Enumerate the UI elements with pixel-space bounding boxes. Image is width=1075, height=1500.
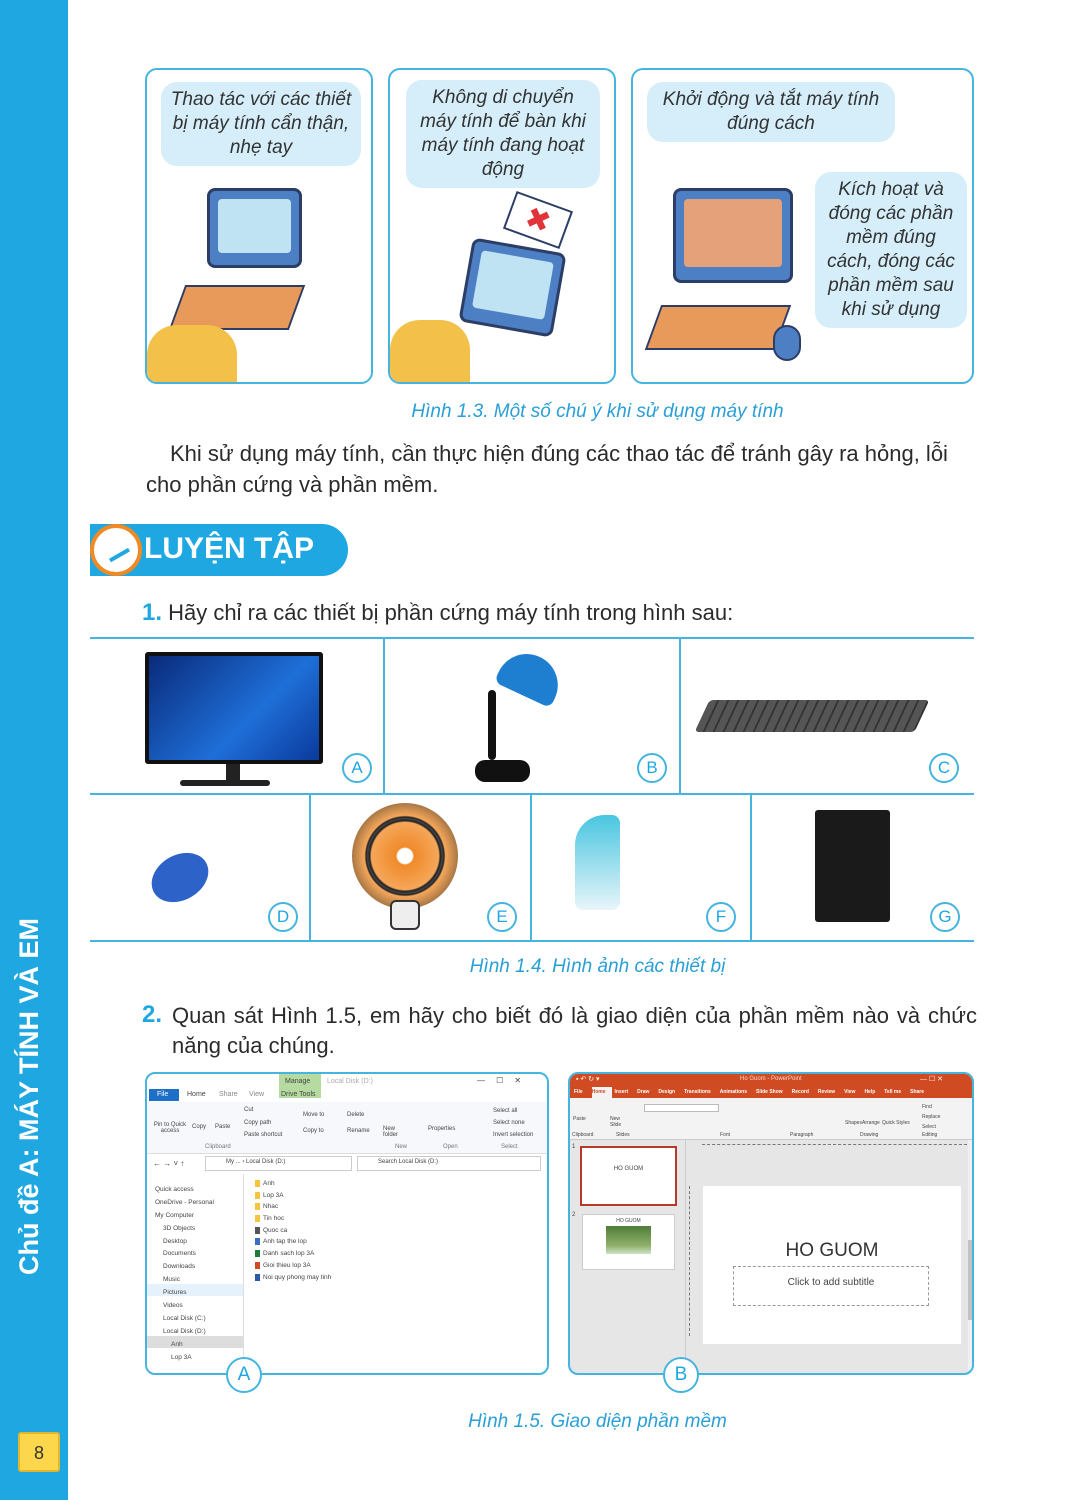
thumb-title: HO GUOM: [613, 1166, 644, 1172]
ribbon-tab[interactable]: Animations: [719, 1089, 747, 1095]
slide-title[interactable]: HO GUOM: [785, 1240, 879, 1261]
tab-file[interactable]: File: [157, 1091, 169, 1098]
slide-thumbnail-2[interactable]: [582, 1214, 675, 1270]
search-placeholder: Search Local Disk (D:): [378, 1159, 439, 1165]
file-name: Anh tap the lop: [263, 1238, 307, 1246]
select-button[interactable]: Select: [922, 1124, 936, 1130]
ribbon-tab[interactable]: Draw: [637, 1089, 650, 1095]
nav-item[interactable]: Quick access: [155, 1186, 194, 1193]
divider: [90, 637, 974, 639]
divider: [90, 793, 974, 795]
tab-drive-tools[interactable]: Drive Tools: [281, 1091, 316, 1098]
window-title: Ho Guom - PowerPoint: [740, 1076, 802, 1082]
file-explorer-window: [145, 1072, 549, 1375]
search-input[interactable]: [357, 1156, 541, 1171]
speech-bubble: Không di chuyển máy tính để bàn khi máy tính đang hoạt động: [406, 80, 600, 188]
window-controls[interactable]: — ☐ ✕: [920, 1076, 944, 1083]
lamp-base: [475, 760, 530, 782]
ribbon-tabs: [574, 1089, 924, 1095]
ribbon-tab[interactable]: File: [574, 1089, 583, 1095]
file-item[interactable]: [255, 1274, 331, 1286]
file-icon: [255, 1227, 260, 1234]
file-name: Nhac: [263, 1203, 279, 1211]
ribbon-tab[interactable]: Insert: [614, 1089, 629, 1095]
file-icon: [255, 1274, 260, 1281]
tab-share[interactable]: Share: [219, 1091, 238, 1098]
pencil-icon: [90, 524, 142, 576]
folder-icon: [255, 1192, 260, 1199]
nav-item[interactable]: Pictures: [163, 1289, 187, 1297]
thumb-title: HO GUOM: [616, 1218, 641, 1224]
nav-item[interactable]: Downloads: [163, 1263, 196, 1271]
group-open: Open: [443, 1144, 458, 1150]
divider: [679, 637, 681, 794]
fan-image: [352, 803, 458, 909]
ribbon-tab[interactable]: Home: [591, 1089, 606, 1095]
chapter-sidebar: [0, 0, 68, 1500]
divider: [90, 940, 974, 942]
ribbon-tab[interactable]: Share: [910, 1089, 925, 1095]
monitor-base: [180, 780, 270, 786]
copy-button[interactable]: Copy: [192, 1124, 207, 1130]
pane-divider: [685, 1140, 686, 1375]
ribbon-tab[interactable]: Record: [791, 1089, 809, 1095]
window-controls[interactable]: — ☐ ✕: [477, 1076, 522, 1085]
nav-arrows[interactable]: ← → ˅ ↑: [153, 1159, 185, 1168]
new-slide-button[interactable]: New Slide: [610, 1116, 622, 1128]
lake-photo: [606, 1226, 651, 1254]
question-number: 2.: [142, 1001, 163, 1028]
speech-bubble: Khởi động và tắt máy tính đúng cách: [647, 82, 895, 142]
label-c: C: [929, 753, 959, 783]
quick-access-toolbar[interactable]: ▪ ↶ ↻ ▾: [576, 1076, 600, 1083]
subtitle-placeholder[interactable]: Click to add subtitle: [733, 1266, 929, 1306]
file-icon: [255, 1250, 260, 1257]
ribbon-tab[interactable]: Transitions: [684, 1089, 711, 1095]
practice-title: LUYỆN TẬP: [144, 532, 315, 565]
question-number: 1.: [142, 599, 163, 626]
divider: [383, 637, 385, 794]
nav-item[interactable]: Desktop: [163, 1237, 187, 1245]
slide-canvas[interactable]: [703, 1186, 961, 1344]
file-item[interactable]: [255, 1180, 331, 1192]
chapter-title: Chủ đề A: MÁY TÍNH VÀ EM: [14, 918, 44, 1275]
comic-panel-3: [631, 68, 974, 384]
file-icon: [255, 1238, 260, 1245]
question-text: Quan sát Hình 1.5, em hãy cho biết đó là giao diện của phần mềm nào và chức năng của chúng.: [172, 1003, 977, 1058]
shapes-button[interactable]: Shapes: [845, 1120, 862, 1126]
slide-number: 1: [572, 1144, 576, 1150]
ribbon-tab[interactable]: Design: [658, 1089, 676, 1095]
ribbon-group-label: Paragraph: [790, 1132, 814, 1138]
file-item[interactable]: [255, 1262, 331, 1274]
tab-home[interactable]: Home: [187, 1091, 206, 1098]
keyboard-image: [695, 700, 930, 732]
label-a: A: [342, 753, 372, 783]
file-name: Danh sach lop 3A: [263, 1250, 315, 1258]
file-name: Anh: [263, 1180, 275, 1188]
group-select: Select: [501, 1144, 518, 1150]
address-bar[interactable]: [205, 1156, 352, 1171]
invert-selection-button[interactable]: Invert selection: [493, 1132, 534, 1138]
group-new: New: [395, 1144, 408, 1150]
arrange-button[interactable]: Arrange: [862, 1120, 880, 1126]
nav-item[interactable]: Anh: [171, 1340, 183, 1348]
fan-base: [390, 900, 420, 930]
divider: [750, 793, 752, 941]
question-1: [142, 598, 733, 628]
file-item[interactable]: [255, 1192, 331, 1204]
figure-caption: Hình 1.5. Giao diện phần mềm: [468, 1411, 727, 1432]
ribbon-group-label: Drawing: [860, 1132, 879, 1138]
window-title: Local Disk (D:): [327, 1078, 373, 1085]
powerpoint-window: [568, 1072, 974, 1375]
nav-item[interactable]: My Computer: [155, 1211, 195, 1219]
file-name: Tin hoc: [263, 1215, 285, 1223]
ribbon-tab[interactable]: Review: [817, 1089, 836, 1095]
address-path: My ... › Local Disk (D:): [226, 1159, 286, 1165]
ribbon-group-label: Font: [720, 1132, 731, 1138]
group-clipboard: Clipboard: [205, 1144, 231, 1150]
speech-bubble: Thao tác với các thiết bị máy tính cẩn thận, nhẹ tay: [161, 82, 361, 166]
file-item[interactable]: [255, 1250, 331, 1262]
select-all-button[interactable]: Select all: [493, 1108, 518, 1114]
folder-icon: [255, 1203, 260, 1210]
nav-item[interactable]: OneDrive - Personal: [155, 1198, 214, 1206]
iron-image: [575, 815, 620, 910]
computer-monitor-illustration: [458, 237, 566, 337]
label-e: E: [487, 902, 517, 932]
select-none-button[interactable]: Select none: [493, 1120, 525, 1126]
pane-divider: [243, 1174, 244, 1374]
nav-item[interactable]: Documents: [163, 1250, 196, 1258]
horizontal-ruler: [702, 1144, 967, 1147]
pin-quick-access-button[interactable]: Pin to Quick access: [153, 1122, 187, 1134]
nav-item[interactable]: 3D Objects: [163, 1224, 196, 1232]
nav-item[interactable]: Music: [163, 1276, 180, 1284]
copy-path-button[interactable]: Copy path: [244, 1120, 272, 1126]
hands-illustration: [390, 320, 470, 384]
paste-button[interactable]: Paste: [573, 1116, 586, 1122]
navigation-pane: [155, 1186, 214, 1366]
ribbon: [570, 1098, 974, 1140]
page-number: 8: [18, 1432, 60, 1472]
tab-view[interactable]: View: [249, 1091, 265, 1098]
manage-tab[interactable]: Manage: [285, 1078, 311, 1085]
comic-panel-1: [145, 68, 373, 384]
find-button[interactable]: Find: [922, 1104, 932, 1110]
file-item[interactable]: [255, 1238, 331, 1250]
figure-caption: Hình 1.4. Hình ảnh các thiết bị: [469, 956, 726, 977]
slide-thumbnail-1[interactable]: [580, 1146, 677, 1206]
label-b: B: [663, 1357, 699, 1393]
ribbon-group-label: Editing: [922, 1132, 938, 1138]
nav-item[interactable]: Lop 3A: [171, 1353, 192, 1361]
file-item[interactable]: [255, 1227, 331, 1239]
paste-shortcut-button[interactable]: Paste shortcut: [244, 1132, 283, 1138]
slide-number: 2: [572, 1212, 576, 1218]
computer-monitor-illustration: [673, 188, 793, 283]
divider: [309, 793, 311, 941]
hands-illustration: [147, 325, 237, 384]
file-name: Gioi thieu lop 3A: [263, 1262, 311, 1270]
cut-button[interactable]: Cut: [244, 1107, 254, 1113]
ribbon-group-label: Clipboard: [572, 1132, 594, 1138]
no-sign-icon: ✖: [503, 191, 573, 249]
ribbon-group-label: Slides: [616, 1132, 630, 1138]
divider: [530, 793, 532, 941]
keyboard-illustration: [169, 285, 305, 330]
quick-styles-button[interactable]: Quick Styles: [882, 1120, 910, 1126]
rename-button[interactable]: Rename: [347, 1128, 370, 1134]
ribbon-tab[interactable]: Slide Show: [755, 1089, 783, 1095]
label-f: F: [706, 902, 736, 932]
nav-item[interactable]: Videos: [163, 1302, 183, 1310]
lamp-neck: [488, 690, 496, 760]
copy-to-button[interactable]: Copy to: [303, 1128, 324, 1134]
label-b: B: [637, 753, 667, 783]
folder-icon: [255, 1215, 260, 1222]
font-name-select[interactable]: [644, 1104, 719, 1112]
delete-button[interactable]: Delete: [347, 1112, 365, 1118]
ribbon-tab[interactable]: Tell me: [884, 1089, 902, 1095]
computer-case-image: [815, 810, 890, 922]
replace-button[interactable]: Replace: [922, 1114, 941, 1120]
file-name: Lop 3A: [263, 1191, 284, 1199]
keyboard-illustration: [645, 305, 791, 350]
vertical-ruler: [689, 1186, 692, 1336]
file-icon: [255, 1262, 260, 1269]
file-name: Quoc ca: [263, 1226, 288, 1234]
mouse-illustration: [773, 325, 801, 361]
mouse-image: [143, 843, 217, 912]
nav-item[interactable]: Local Disk (C:): [163, 1314, 206, 1322]
move-to-button[interactable]: Move to: [303, 1112, 325, 1118]
file-name: Noi quy phong may tinh: [263, 1273, 332, 1281]
scrollbar[interactable]: [968, 1140, 974, 1370]
ribbon-tab[interactable]: Help: [864, 1089, 876, 1095]
file-item[interactable]: [255, 1203, 331, 1215]
body-paragraph: Khi sử dụng máy tính, cần thực hiện đúng các thao tác để tránh gây ra hỏng, lỗi cho phần cứng và phần mềm.: [146, 441, 948, 497]
file-list: [255, 1180, 331, 1285]
file-item[interactable]: [255, 1215, 331, 1227]
computer-monitor-illustration: [207, 188, 302, 268]
paste-button[interactable]: Paste: [215, 1124, 231, 1130]
properties-button[interactable]: Properties: [428, 1126, 456, 1132]
label-g: G: [930, 902, 960, 932]
comic-panel-2: [388, 68, 616, 384]
desk-lamp-image: [494, 644, 568, 708]
speech-bubble: Kích hoạt và đóng các phần mềm đúng cách, đóng các phần mềm sau khi sử dụng: [815, 172, 967, 328]
folder-icon: [255, 1180, 260, 1187]
figure-caption: Hình 1.3. Một số chú ý khi sử dụng máy tính: [411, 401, 784, 422]
question-text: Hãy chỉ ra các thiết bị phần cứng máy tính trong hình sau:: [168, 600, 734, 625]
nav-item[interactable]: Local Disk (D:): [163, 1327, 206, 1335]
new-folder-button[interactable]: New folder: [383, 1126, 399, 1138]
label-d: D: [268, 902, 298, 932]
monitor-image: [145, 652, 323, 764]
label-a: A: [226, 1357, 262, 1393]
ribbon-tab[interactable]: View: [844, 1089, 856, 1095]
